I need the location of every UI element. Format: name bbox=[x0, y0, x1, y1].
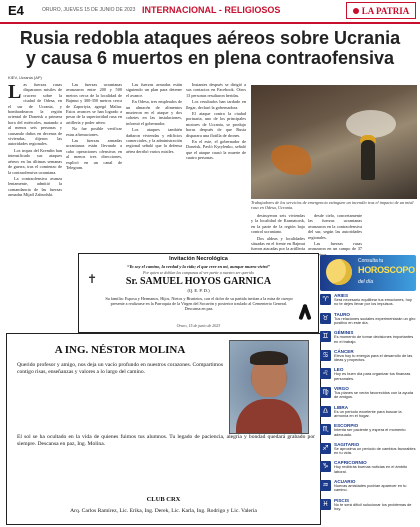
sign-name: PISCIS bbox=[334, 497, 350, 503]
sign-name: CÁNCER bbox=[334, 348, 354, 354]
photo-caption: Trabajadores de los servicios de emergencia extinguen un incendio tras el impacto de un misil ruso en Odesa, Ucrania. bbox=[251, 200, 414, 211]
horoscope-sign bbox=[320, 349, 416, 368]
article-column-4 bbox=[186, 82, 246, 250]
logo-icon bbox=[353, 8, 359, 14]
sign-name: CAPRICORNIO bbox=[334, 460, 367, 466]
portrait-photo bbox=[229, 340, 309, 434]
pisces-icon: ♓ bbox=[320, 499, 331, 510]
sign-text: Nuevas amistades podrían aparecer en tu camino. bbox=[334, 482, 407, 493]
obituary-quote: “Yo soy el camino, la verdad y la vida; el que cree en mí, aunque muera vivirá” bbox=[127, 264, 270, 269]
col4-p3: El ataque contra la ciudad portuaria, uno de los principales motores de Ucrania, se produjo horas después de que Rusia disparara una flotilla de drones. bbox=[186, 111, 246, 138]
article-column-2 bbox=[66, 82, 122, 250]
tribute-paragraph-1: Querido profesor y amigo, nos deja un vacío profundo en nuestros corazones. Compartimos contigo risas, enseñanzas y valores a lo largo del camino. bbox=[17, 362, 223, 375]
sign-text: Es un periodo excelente para buscar la armonía en el hogar. bbox=[334, 408, 402, 418]
article-credit: KIEV, Ucrania (AP) bbox=[8, 75, 42, 80]
cross-icon: ✝ bbox=[87, 272, 98, 286]
page-number: E4 bbox=[8, 3, 24, 18]
virgo-icon: ♍ bbox=[320, 387, 331, 398]
horoscope-sign bbox=[320, 330, 416, 349]
firefighter-figure bbox=[361, 140, 375, 180]
horoscope-sign bbox=[320, 442, 416, 461]
col5-p1: destruyeron seis viviendas y la localidad de Kramatorsk, en la parte de la región bajo control ucraniano. bbox=[251, 213, 305, 235]
article-photo bbox=[251, 85, 417, 199]
article-headline bbox=[12, 28, 408, 68]
col6-p1: desde cielo, concretamente las fuerzas ucranianas avanzaron en la contraofensiva del sur, según las autoridades regionales. bbox=[308, 213, 362, 240]
col4-p1: Instantes después se dirigió a sus contactos en Facebook. Otros 13 personas resultaron heridas. bbox=[186, 82, 246, 98]
sign-text: No te será difícil solucionar los problemas de hoy. bbox=[334, 501, 412, 511]
headline-line-2: y causa 6 muertos en plena contraofensiva bbox=[25, 48, 395, 68]
horoscope-sign bbox=[320, 367, 416, 386]
tribute-signers: Arq. Carlos Ramírez, Lic. Erika, Ing. Derek, Lic. Karla, Ing. Rodrigo y Lic. Valeria bbox=[70, 508, 257, 514]
fire-shape bbox=[271, 145, 311, 175]
logo-text: LA PATRIA bbox=[361, 5, 410, 16]
horoscope-banner-title: HOROSCOPO bbox=[358, 265, 415, 275]
col1-p2: Los tropas del Kremlin han intensificado sus ataques aéreos en las últimas semanas de guerra, tras el comienzo de la contraofensiva ucraniana. bbox=[8, 147, 62, 175]
sign-name: SAGITARIO bbox=[334, 441, 360, 447]
obituary-samuel-hoyos bbox=[78, 253, 319, 333]
tribute-nestor-molina bbox=[6, 333, 321, 525]
sign-name: LEO bbox=[334, 367, 344, 373]
col1-p3: La contraofensiva avanza lentamente, admitió la comandancia de las fuerzas armadas Mijaíl Zabrodski. bbox=[8, 175, 62, 198]
col6-p2: Las fuerzas rusas avanzaron en un campo de 37 bbox=[308, 241, 362, 252]
article-column-1 bbox=[8, 82, 62, 250]
article-column-3 bbox=[126, 82, 182, 250]
horoscope-sign bbox=[320, 479, 416, 498]
horoscope-sign bbox=[320, 498, 416, 517]
headline-line-1: Rusia redobla ataques aéreos sobre Ucrania bbox=[19, 28, 401, 48]
gemini-icon: ♊ bbox=[320, 331, 331, 342]
scorpio-icon: ♏ bbox=[320, 424, 331, 435]
horoscope-sign bbox=[320, 386, 416, 405]
obituary-place-date: Oruro, 15 de junio de 2023 bbox=[176, 323, 221, 328]
deceased-name: Sr. SAMUEL HOYOS GARNICA bbox=[125, 276, 272, 287]
col3-p1: Las fuerzas armadas están siguiendo un plan para detener el avance. bbox=[126, 82, 182, 98]
mourning-ribbon-icon bbox=[299, 304, 311, 320]
col2-p2: No fue posible verificar estas afirmaciones. bbox=[66, 126, 122, 137]
page-date: ORURO, JUEVES 15 DE JUNIO DE 2023 bbox=[42, 7, 136, 13]
sign-name: ESCORPIO bbox=[334, 423, 359, 429]
obituary-heading: Invitación Necrológica bbox=[169, 256, 228, 262]
cancer-icon: ♋ bbox=[320, 350, 331, 361]
col2-p3: Las fuerzas armadas ucranianas están llevando a cabo operaciones ofensivas en al menos tres direcciones, explicó en un canal de Telegram. bbox=[66, 138, 122, 171]
sign-text: Hoy es buen día para organizar tus finanzas personales. bbox=[334, 371, 411, 381]
smoke-shape bbox=[346, 110, 396, 138]
col4-p2: Los resultados han tardado en llegar, declaró la gobernadora. bbox=[186, 99, 246, 110]
drop-cap: L bbox=[8, 81, 22, 103]
taurus-icon: ♉ bbox=[320, 313, 331, 324]
sign-text: Se aproxima un período de cambios favorables en tu vida. bbox=[334, 445, 416, 456]
libra-icon: ♎ bbox=[320, 406, 331, 417]
col3-p2: En Odesa, tres empleados de un almacén de alimentos murieron en el ataque y dos cohetes en las instalaciones, informó el gobernador. bbox=[126, 99, 182, 126]
obituary-qepd: (Q. E. P. D.) bbox=[187, 288, 210, 293]
capricorn-icon: ♑ bbox=[320, 461, 331, 472]
col2-p1: Las fuerzas ucranianas avanzaron entre 200 y 500 metros cerca de la localidad de Bajmut y 300-350 metros cerca de Zaporiyia, agregó Maliar. Estos avances se han logrado a pesar de la superioridad rusa en artillería y poder aéreo. bbox=[66, 82, 122, 125]
horoscope-banner-top: Consulta tu bbox=[358, 258, 384, 264]
sign-text: Tus relaciones sociales experimentarán un giro positivo en este día. bbox=[334, 315, 416, 325]
sign-name: VIRGO bbox=[334, 385, 349, 391]
portrait-hair bbox=[250, 351, 288, 365]
tribute-club: CLUB CRX bbox=[146, 496, 181, 503]
leo-icon: ♌ bbox=[320, 368, 331, 379]
col3-p3: Los ataques también dañaron viviendas y edificios comerciales, y la administración regional señaló que la defensa aérea derribó varios misiles. bbox=[126, 127, 182, 154]
article-column-6 bbox=[308, 213, 362, 251]
article-column-5 bbox=[251, 213, 305, 251]
newspaper-logo bbox=[346, 2, 416, 19]
sign-text: Tus planes se verán favorecidos con la ayuda de amigos. bbox=[334, 389, 414, 400]
sign-name: TAURO bbox=[334, 311, 350, 317]
sign-text: Hoy recibirás buenas noticias en el ámbito laboral. bbox=[334, 464, 408, 474]
tribute-paragraph-2: El sol se ha ocultado en la vida de quienes fuimos tus alumnos. Tu legado de paciencia, alegría y bondad quedará grabado por siempre. Descansa en paz, Ing. Molina. bbox=[17, 434, 315, 447]
section-title: INTERNACIONAL - RELIGIOSOS bbox=[142, 5, 281, 15]
horoscope-list bbox=[320, 293, 416, 516]
aquarius-icon: ♒ bbox=[320, 480, 331, 491]
sign-name: ACUARIO bbox=[334, 478, 356, 484]
sign-text: Intenta ser paciente y espera el momento adecuado. bbox=[334, 427, 406, 437]
col1-p1: as fuerzas rusas dispararon misiles de crucero sobre la ciudad de Odesa, en el sur de Ucrania, y bombardearon la región oriental de Donetsk a primera hora del miércoles, matando a al menos seis personas y causando daños en decenas de viviendas, dijeron las autoridades regionales. bbox=[8, 82, 62, 147]
sagittarius-icon: ♐ bbox=[320, 443, 331, 454]
aries-icon: ♈ bbox=[320, 294, 331, 305]
col5-p2: Dos aldeas y localidades situadas en el frente en Bajmut fueron atacadas por la artillería bbox=[251, 235, 305, 252]
sign-text: Es momento de tomar decisiones importantes en el trabajo. bbox=[334, 334, 414, 344]
sign-name: ARIES bbox=[334, 293, 349, 298]
horoscope-sign bbox=[320, 405, 416, 424]
sign-text: Será necesario equilibrar tus emociones, hoy no te dejes llevar por los impulsos. bbox=[334, 297, 412, 307]
portrait-shirt bbox=[236, 399, 302, 433]
obituary-body: Su familia: Esposa y Hermanos, Hijos, Nietos y Bisnietos, con el dolor de su partida invitan a la misa de cuerpo presente a realizarse en la Parroquia de la Virgen del Socavón y posterior traslado al Cementerio General. Descansa en paz. bbox=[105, 296, 293, 312]
moon-icon bbox=[326, 259, 352, 285]
sign-name: LIBRA bbox=[334, 404, 349, 410]
horoscope-banner-sub: del día bbox=[358, 279, 374, 285]
sign-text: Eleva hoy tu energía para el desarrollo de las ideas y proyectos. bbox=[334, 352, 413, 363]
tribute-title: A ING. NÉSTOR MOLINA bbox=[54, 344, 186, 356]
horoscope-sign bbox=[320, 293, 416, 312]
sign-name: GÉMINIS bbox=[334, 330, 354, 336]
horoscope-sign bbox=[320, 312, 416, 331]
horoscope-banner bbox=[320, 255, 416, 291]
obituary-quote-note: Por quien se doblan las campanas al ver partir a nuestro ser querido bbox=[143, 270, 254, 275]
horoscope-sign bbox=[320, 423, 416, 442]
col4-p4: En el este, el gobernador de Donetsk, Pavló Kyrylenko, señaló que el ataque causó la muerte de cuatro personas. bbox=[186, 139, 246, 161]
horoscope-sign bbox=[320, 460, 416, 479]
